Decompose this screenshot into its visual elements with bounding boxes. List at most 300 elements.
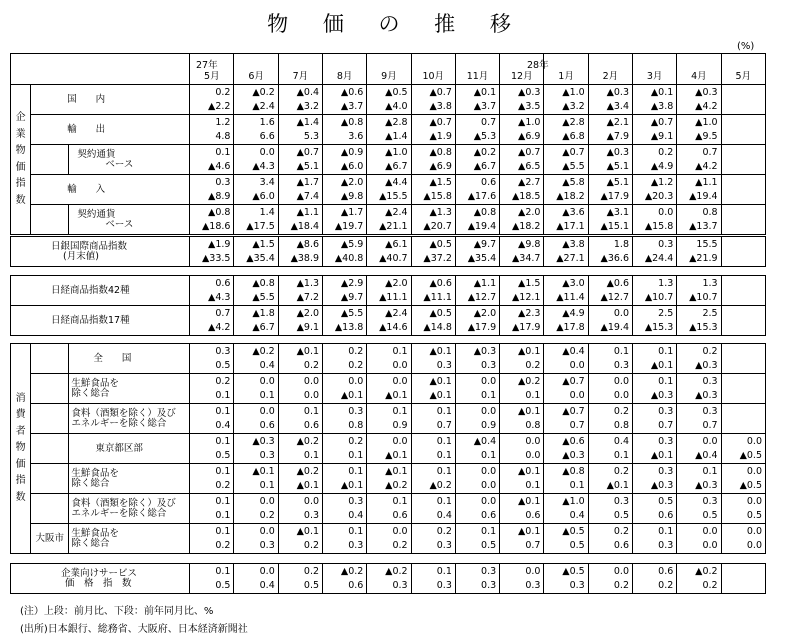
value-year-over-year: ▲6.9: [518, 130, 541, 142]
value-year-over-year: 0.3: [436, 359, 452, 371]
value-month-over-month: [722, 176, 762, 190]
value-month-over-month: ▲1.5: [252, 239, 275, 250]
value-year-over-year: ▲19.4: [600, 321, 629, 333]
value-year-over-year: ▲17.1: [556, 220, 585, 232]
value-month-over-month: ▲8.6: [296, 239, 320, 250]
value-cell: [677, 205, 721, 235]
value-month-over-month: 0.0: [259, 376, 275, 387]
value-cell: [544, 237, 588, 267]
value-month-over-month: ▲6.1: [385, 239, 408, 250]
value-year-over-year: 0.2: [215, 539, 231, 551]
value-year-over-year: 0.0: [613, 389, 629, 401]
value-year-over-year: 0.0: [569, 389, 585, 401]
row-label-line: 除く総合: [71, 387, 110, 399]
value-month-over-month: ▲0.7: [518, 147, 541, 158]
value-cell: [234, 306, 278, 336]
value-cell: [278, 464, 322, 494]
value-cell: [323, 145, 367, 175]
value-month-over-month: 0.0: [481, 406, 497, 417]
value-year-over-year: 0.6: [348, 579, 364, 591]
value-month-over-month: ▲0.3: [518, 87, 541, 98]
value-month-over-month: ▲0.1: [296, 526, 320, 537]
value-year-over-year: ▲19.4: [689, 190, 718, 202]
value-month-over-month: 3.4: [259, 177, 275, 188]
row-label: [69, 205, 190, 235]
value-month-over-month: 0.1: [658, 376, 674, 387]
value-cell: [323, 464, 367, 494]
value-year-over-year: ▲0.1: [429, 389, 452, 401]
row-label: [69, 145, 190, 175]
value-month-over-month: ▲0.8: [473, 207, 497, 218]
value-month-over-month: ▲0.1: [252, 466, 275, 477]
value-cell: [588, 115, 632, 145]
value-year-over-year: ▲0.4: [695, 449, 718, 461]
row-label-line: ベース: [105, 158, 134, 170]
value-cell: [367, 524, 411, 554]
value-year-over-year: 3.6: [348, 130, 364, 142]
value-cell: [677, 434, 721, 464]
month-header: 10月: [411, 54, 455, 85]
value-year-over-year: 0.0: [569, 359, 585, 371]
value-month-over-month: ▲2.3: [518, 308, 541, 319]
value-year-over-year: ▲4.2: [695, 100, 718, 112]
value-year-over-year: ▲18.5: [511, 190, 541, 202]
value-month-over-month: 0.0: [481, 496, 497, 507]
value-year-over-year: ▲35.4: [467, 252, 497, 264]
value-year-over-year: [722, 419, 762, 433]
value-month-over-month: 0.0: [259, 147, 275, 158]
value-month-over-month: 0.2: [348, 346, 364, 357]
value-cell: [455, 404, 499, 434]
value-year-over-year: 0.7: [702, 419, 718, 431]
value-month-over-month: 0.0: [259, 566, 275, 577]
value-cell: [588, 237, 632, 267]
value-cell: [633, 276, 677, 306]
value-month-over-month: 0.1: [392, 346, 408, 357]
value-cell: [721, 404, 765, 434]
value-year-over-year: ▲36.6: [600, 252, 629, 264]
month-header: 9月: [367, 54, 411, 85]
value-year-over-year: 0.0: [481, 479, 497, 491]
value-year-over-year: ▲0.5: [739, 449, 762, 461]
value-year-over-year: ▲4.2: [208, 321, 231, 333]
value-month-over-month: 0.0: [525, 436, 541, 447]
value-month-over-month: 0.1: [215, 406, 231, 417]
value-year-over-year: ▲13.8: [334, 321, 364, 333]
value-cell: [500, 237, 544, 267]
value-month-over-month: ▲1.5: [518, 278, 541, 289]
row-label: 全 国: [69, 344, 190, 374]
value-month-over-month: 0.6: [215, 278, 231, 289]
value-year-over-year: ▲6.8: [562, 130, 585, 142]
value-cell: [633, 237, 677, 267]
value-cell: [411, 374, 455, 404]
value-month-over-month: ▲5.8: [562, 177, 585, 188]
value-year-over-year: ▲15.5: [379, 190, 408, 202]
value-month-over-month: 0.3: [702, 496, 718, 507]
value-year-over-year: ▲14.6: [379, 321, 408, 333]
value-month-over-month: 0.2: [348, 436, 364, 447]
value-month-over-month: ▲1.3: [429, 207, 452, 218]
value-year-over-year: ▲20.3: [644, 190, 674, 202]
value-cell: [190, 115, 234, 145]
value-cell: [544, 434, 588, 464]
value-month-over-month: ▲0.1: [518, 346, 541, 357]
value-cell: [544, 374, 588, 404]
indent-cell: [31, 374, 69, 404]
value-month-over-month: ▲0.1: [518, 526, 541, 537]
value-year-over-year: 0.3: [392, 579, 408, 591]
value-year-over-year: 0.1: [569, 479, 585, 491]
value-cell: [500, 344, 544, 374]
value-month-over-month: ▲0.2: [252, 346, 275, 357]
value-month-over-month: ▲0.7: [562, 406, 585, 417]
value-cell: [411, 464, 455, 494]
value-month-over-month: 0.2: [303, 566, 320, 577]
value-year-over-year: ▲3.2: [296, 100, 320, 112]
table-row: [11, 374, 766, 404]
value-month-over-month: 0.8: [702, 207, 718, 218]
value-year-over-year: ▲3.5: [518, 100, 541, 112]
value-cell: [234, 404, 278, 434]
value-year-over-year: ▲0.3: [695, 479, 718, 491]
value-month-over-month: 0.0: [259, 406, 275, 417]
value-cell: [721, 434, 765, 464]
value-cell: [190, 404, 234, 434]
row-label-line: 企業向けサービス: [61, 568, 138, 579]
value-year-over-year: [722, 359, 762, 373]
value-month-over-month: 0.1: [348, 526, 364, 537]
value-month-over-month: ▲1.0: [695, 117, 718, 128]
category-label: 企 業 物 価 指 数: [11, 85, 31, 235]
value-cell: [411, 237, 455, 267]
value-month-over-month: 0.6: [658, 566, 674, 577]
value-cell: [234, 344, 278, 374]
value-year-over-year: ▲5.3: [473, 130, 497, 142]
value-cell: [367, 237, 411, 267]
value-year-over-year: ▲34.7: [511, 252, 541, 264]
value-year-over-year: ▲9.1: [296, 321, 320, 333]
value-month-over-month: ▲4.4: [385, 177, 408, 188]
value-cell: [544, 524, 588, 554]
value-month-over-month: ▲1.2: [650, 177, 674, 188]
value-month-over-month: ▲0.2: [340, 566, 364, 577]
value-month-over-month: 0.0: [392, 526, 408, 537]
value-year-over-year: 4.8: [215, 130, 231, 142]
value-year-over-year: ▲15.3: [689, 321, 718, 333]
value-month-over-month: 0.1: [658, 346, 674, 357]
row-label-line: 契約通貨: [77, 149, 116, 160]
value-year-over-year: [722, 160, 762, 174]
value-month-over-month: 0.2: [613, 466, 629, 477]
value-month-over-month: ▲2.1: [606, 117, 629, 128]
value-month-over-month: ▲0.6: [340, 87, 364, 98]
value-year-over-year: 0.6: [525, 509, 541, 521]
value-cell: [455, 85, 499, 115]
value-month-over-month: 0.1: [215, 566, 231, 577]
value-month-over-month: 0.0: [348, 376, 364, 387]
value-month-over-month: 1.6: [259, 117, 275, 128]
value-year-over-year: ▲20.7: [423, 220, 452, 232]
value-year-over-year: ▲1.9: [429, 130, 452, 142]
table-row: [11, 175, 766, 205]
value-month-over-month: ▲0.5: [385, 87, 408, 98]
value-year-over-year: ▲17.9: [467, 321, 497, 333]
value-year-over-year: ▲5.1: [606, 160, 629, 172]
value-year-over-year: ▲3.8: [429, 100, 452, 112]
value-cell: [190, 344, 234, 374]
value-year-over-year: ▲4.3: [252, 160, 275, 172]
value-month-over-month: ▲1.0: [385, 147, 408, 158]
value-cell: [190, 374, 234, 404]
value-year-over-year: ▲0.3: [650, 389, 674, 401]
row-label: [69, 464, 190, 494]
row-label-line: エネルギーを除く総合: [71, 507, 167, 519]
value-cell: [677, 115, 721, 145]
value-cell: [234, 564, 278, 594]
value-cell: [367, 115, 411, 145]
value-cell: [455, 464, 499, 494]
indent-cell: [31, 145, 69, 175]
value-year-over-year: ▲12.7: [600, 291, 629, 303]
value-year-over-year: 0.1: [259, 479, 275, 491]
value-year-over-year: 5.3: [303, 130, 320, 142]
table-row: [11, 434, 766, 464]
value-year-over-year: 0.0: [303, 389, 320, 401]
value-cell: [633, 564, 677, 594]
value-month-over-month: 0.0: [746, 436, 762, 447]
value-cell: [588, 404, 632, 434]
page-title: 物 価 の 推 移: [267, 12, 525, 36]
value-month-over-month: [722, 345, 762, 359]
value-year-over-year: ▲5.5: [252, 291, 275, 303]
value-month-over-month: 0.0: [702, 436, 718, 447]
value-cell: [278, 344, 322, 374]
value-cell: [544, 344, 588, 374]
value-year-over-year: ▲9.5: [695, 130, 718, 142]
value-cell: [721, 524, 765, 554]
value-year-over-year: ▲0.1: [340, 479, 364, 491]
value-cell: [190, 306, 234, 336]
row-label-line: 食料（酒類を除く）及び: [71, 408, 176, 419]
value-month-over-month: 0.0: [613, 308, 629, 319]
value-month-over-month: ▲2.4: [385, 207, 408, 218]
value-year-over-year: [722, 291, 762, 305]
value-month-over-month: ▲2.4: [385, 308, 408, 319]
value-year-over-year: ▲19.4: [467, 220, 497, 232]
value-year-over-year: 0.1: [303, 449, 320, 461]
value-cell: [278, 145, 322, 175]
value-month-over-month: ▲0.3: [606, 147, 629, 158]
value-month-over-month: 2.5: [702, 308, 718, 319]
value-year-over-year: ▲6.7: [385, 160, 408, 172]
month-header: 5月: [190, 54, 234, 85]
value-year-over-year: ▲21.1: [379, 220, 408, 232]
value-year-over-year: ▲0.1: [296, 479, 320, 491]
value-month-over-month: 0.1: [215, 466, 231, 477]
value-month-over-month: 0.1: [215, 526, 231, 537]
value-year-over-year: 0.5: [746, 509, 762, 521]
value-cell: [500, 175, 544, 205]
value-month-over-month: [722, 277, 762, 291]
value-month-over-month: ▲0.2: [695, 566, 718, 577]
value-cell: [190, 175, 234, 205]
value-cell: [367, 306, 411, 336]
value-year-over-year: ▲9.7: [340, 291, 364, 303]
value-month-over-month: ▲3.1: [606, 207, 629, 218]
value-year-over-year: 0.2: [215, 479, 231, 491]
value-month-over-month: ▲0.7: [429, 87, 452, 98]
value-month-over-month: 0.3: [658, 466, 674, 477]
value-month-over-month: ▲0.4: [562, 346, 585, 357]
value-month-over-month: 0.0: [658, 207, 674, 218]
row-label-line: 除く総合: [71, 477, 110, 489]
value-month-over-month: ▲0.5: [562, 526, 585, 537]
value-cell: [411, 434, 455, 464]
value-year-over-year: ▲3.8: [650, 100, 674, 112]
value-year-over-year: ▲7.9: [606, 130, 629, 142]
value-month-over-month: ▲9.7: [473, 239, 497, 250]
value-cell: [455, 434, 499, 464]
value-year-over-year: ▲6.5: [518, 160, 541, 172]
value-month-over-month: ▲3.6: [562, 207, 585, 218]
month-header: 12月: [500, 54, 544, 85]
value-cell: [500, 115, 544, 145]
table-row: [11, 237, 766, 267]
value-cell: [367, 374, 411, 404]
value-year-over-year: 0.4: [215, 419, 231, 431]
value-cell: [500, 145, 544, 175]
value-year-over-year: [722, 252, 762, 266]
value-month-over-month: ▲1.0: [562, 496, 585, 507]
value-year-over-year: ▲37.2: [423, 252, 452, 264]
value-year-over-year: ▲0.1: [650, 359, 674, 371]
value-year-over-year: ▲0.1: [340, 389, 364, 401]
value-year-over-year: ▲8.9: [208, 190, 231, 202]
value-month-over-month: 0.0: [613, 376, 629, 387]
row-label: [69, 374, 190, 404]
value-cell: [278, 404, 322, 434]
value-cell: [411, 175, 455, 205]
value-year-over-year: 0.3: [259, 539, 275, 551]
value-year-over-year: ▲4.6: [208, 160, 231, 172]
value-month-over-month: 2.5: [658, 308, 674, 319]
value-cell: [190, 494, 234, 524]
value-year-over-year: 0.6: [303, 419, 320, 431]
value-month-over-month: ▲1.7: [340, 207, 364, 218]
value-cell: [721, 276, 765, 306]
table-row: [11, 115, 766, 145]
section-nikkei: [10, 275, 766, 336]
value-cell: [677, 494, 721, 524]
value-cell: [500, 434, 544, 464]
value-year-over-year: 0.5: [613, 509, 629, 521]
value-month-over-month: 0.2: [658, 147, 674, 158]
value-year-over-year: ▲21.9: [689, 252, 718, 264]
value-cell: [721, 494, 765, 524]
value-cell: [455, 524, 499, 554]
value-cell: [544, 276, 588, 306]
value-cell: [323, 344, 367, 374]
value-cell: [677, 145, 721, 175]
value-month-over-month: ▲2.0: [340, 177, 364, 188]
value-month-over-month: 0.0: [303, 376, 320, 387]
value-cell: [278, 494, 322, 524]
month-header: 7月: [278, 54, 322, 85]
value-year-over-year: ▲6.7: [473, 160, 497, 172]
value-year-over-year: 0.2: [613, 579, 629, 591]
value-year-over-year: 0.2: [525, 359, 541, 371]
value-cell: [278, 276, 322, 306]
value-cell: [367, 344, 411, 374]
value-month-over-month: 0.1: [436, 406, 452, 417]
value-year-over-year: ▲40.8: [334, 252, 364, 264]
value-month-over-month: ▲0.4: [296, 87, 320, 98]
value-cell: [278, 306, 322, 336]
value-year-over-year: 0.3: [613, 359, 629, 371]
value-year-over-year: 0.3: [525, 579, 541, 591]
value-year-over-year: 0.6: [481, 509, 497, 521]
row-label: [69, 494, 190, 524]
table-row: [11, 404, 766, 434]
value-cell: [500, 306, 544, 336]
value-year-over-year: ▲14.8: [423, 321, 452, 333]
value-month-over-month: ▲5.5: [340, 308, 364, 319]
value-cell: [544, 145, 588, 175]
value-month-over-month: 0.3: [702, 376, 718, 387]
value-cell: [367, 276, 411, 306]
value-cell: [367, 404, 411, 434]
value-cell: [721, 564, 765, 594]
value-year-over-year: ▲1.4: [385, 130, 408, 142]
year-label-27: 27年: [196, 60, 218, 71]
value-month-over-month: 0.1: [436, 436, 452, 447]
value-cell: [588, 85, 632, 115]
value-cell: [455, 205, 499, 235]
value-month-over-month: ▲0.3: [606, 87, 629, 98]
value-month-over-month: ▲1.5: [429, 177, 452, 188]
value-cell: [721, 115, 765, 145]
value-month-over-month: ▲0.8: [252, 278, 275, 289]
value-cell: [278, 434, 322, 464]
unit-label: (%): [737, 41, 755, 52]
value-cell: [190, 564, 234, 594]
value-month-over-month: ▲0.8: [208, 207, 231, 218]
value-year-over-year: ▲4.9: [650, 160, 674, 172]
value-month-over-month: 0.0: [746, 466, 762, 477]
value-month-over-month: 0.3: [215, 177, 231, 188]
value-cell: [323, 374, 367, 404]
row-label: 東京都区部: [69, 434, 190, 464]
value-month-over-month: 0.3: [658, 436, 674, 447]
value-year-over-year: ▲15.1: [600, 220, 629, 232]
value-month-over-month: ▲1.8: [252, 308, 275, 319]
value-year-over-year: 0.0: [392, 359, 408, 371]
value-year-over-year: ▲5.1: [296, 160, 320, 172]
value-cell: [190, 524, 234, 554]
value-cell: [323, 404, 367, 434]
value-cell: [411, 404, 455, 434]
value-cell: [278, 237, 322, 267]
value-cell: [500, 564, 544, 594]
note-line-2: (出所)日本銀行、総務省、大阪府、日本経済新聞社: [20, 624, 248, 635]
value-cell: [411, 85, 455, 115]
value-year-over-year: 0.2: [348, 359, 364, 371]
value-year-over-year: ▲0.5: [739, 479, 762, 491]
value-year-over-year: ▲17.9: [511, 321, 541, 333]
value-cell: [367, 205, 411, 235]
value-cell: [411, 276, 455, 306]
